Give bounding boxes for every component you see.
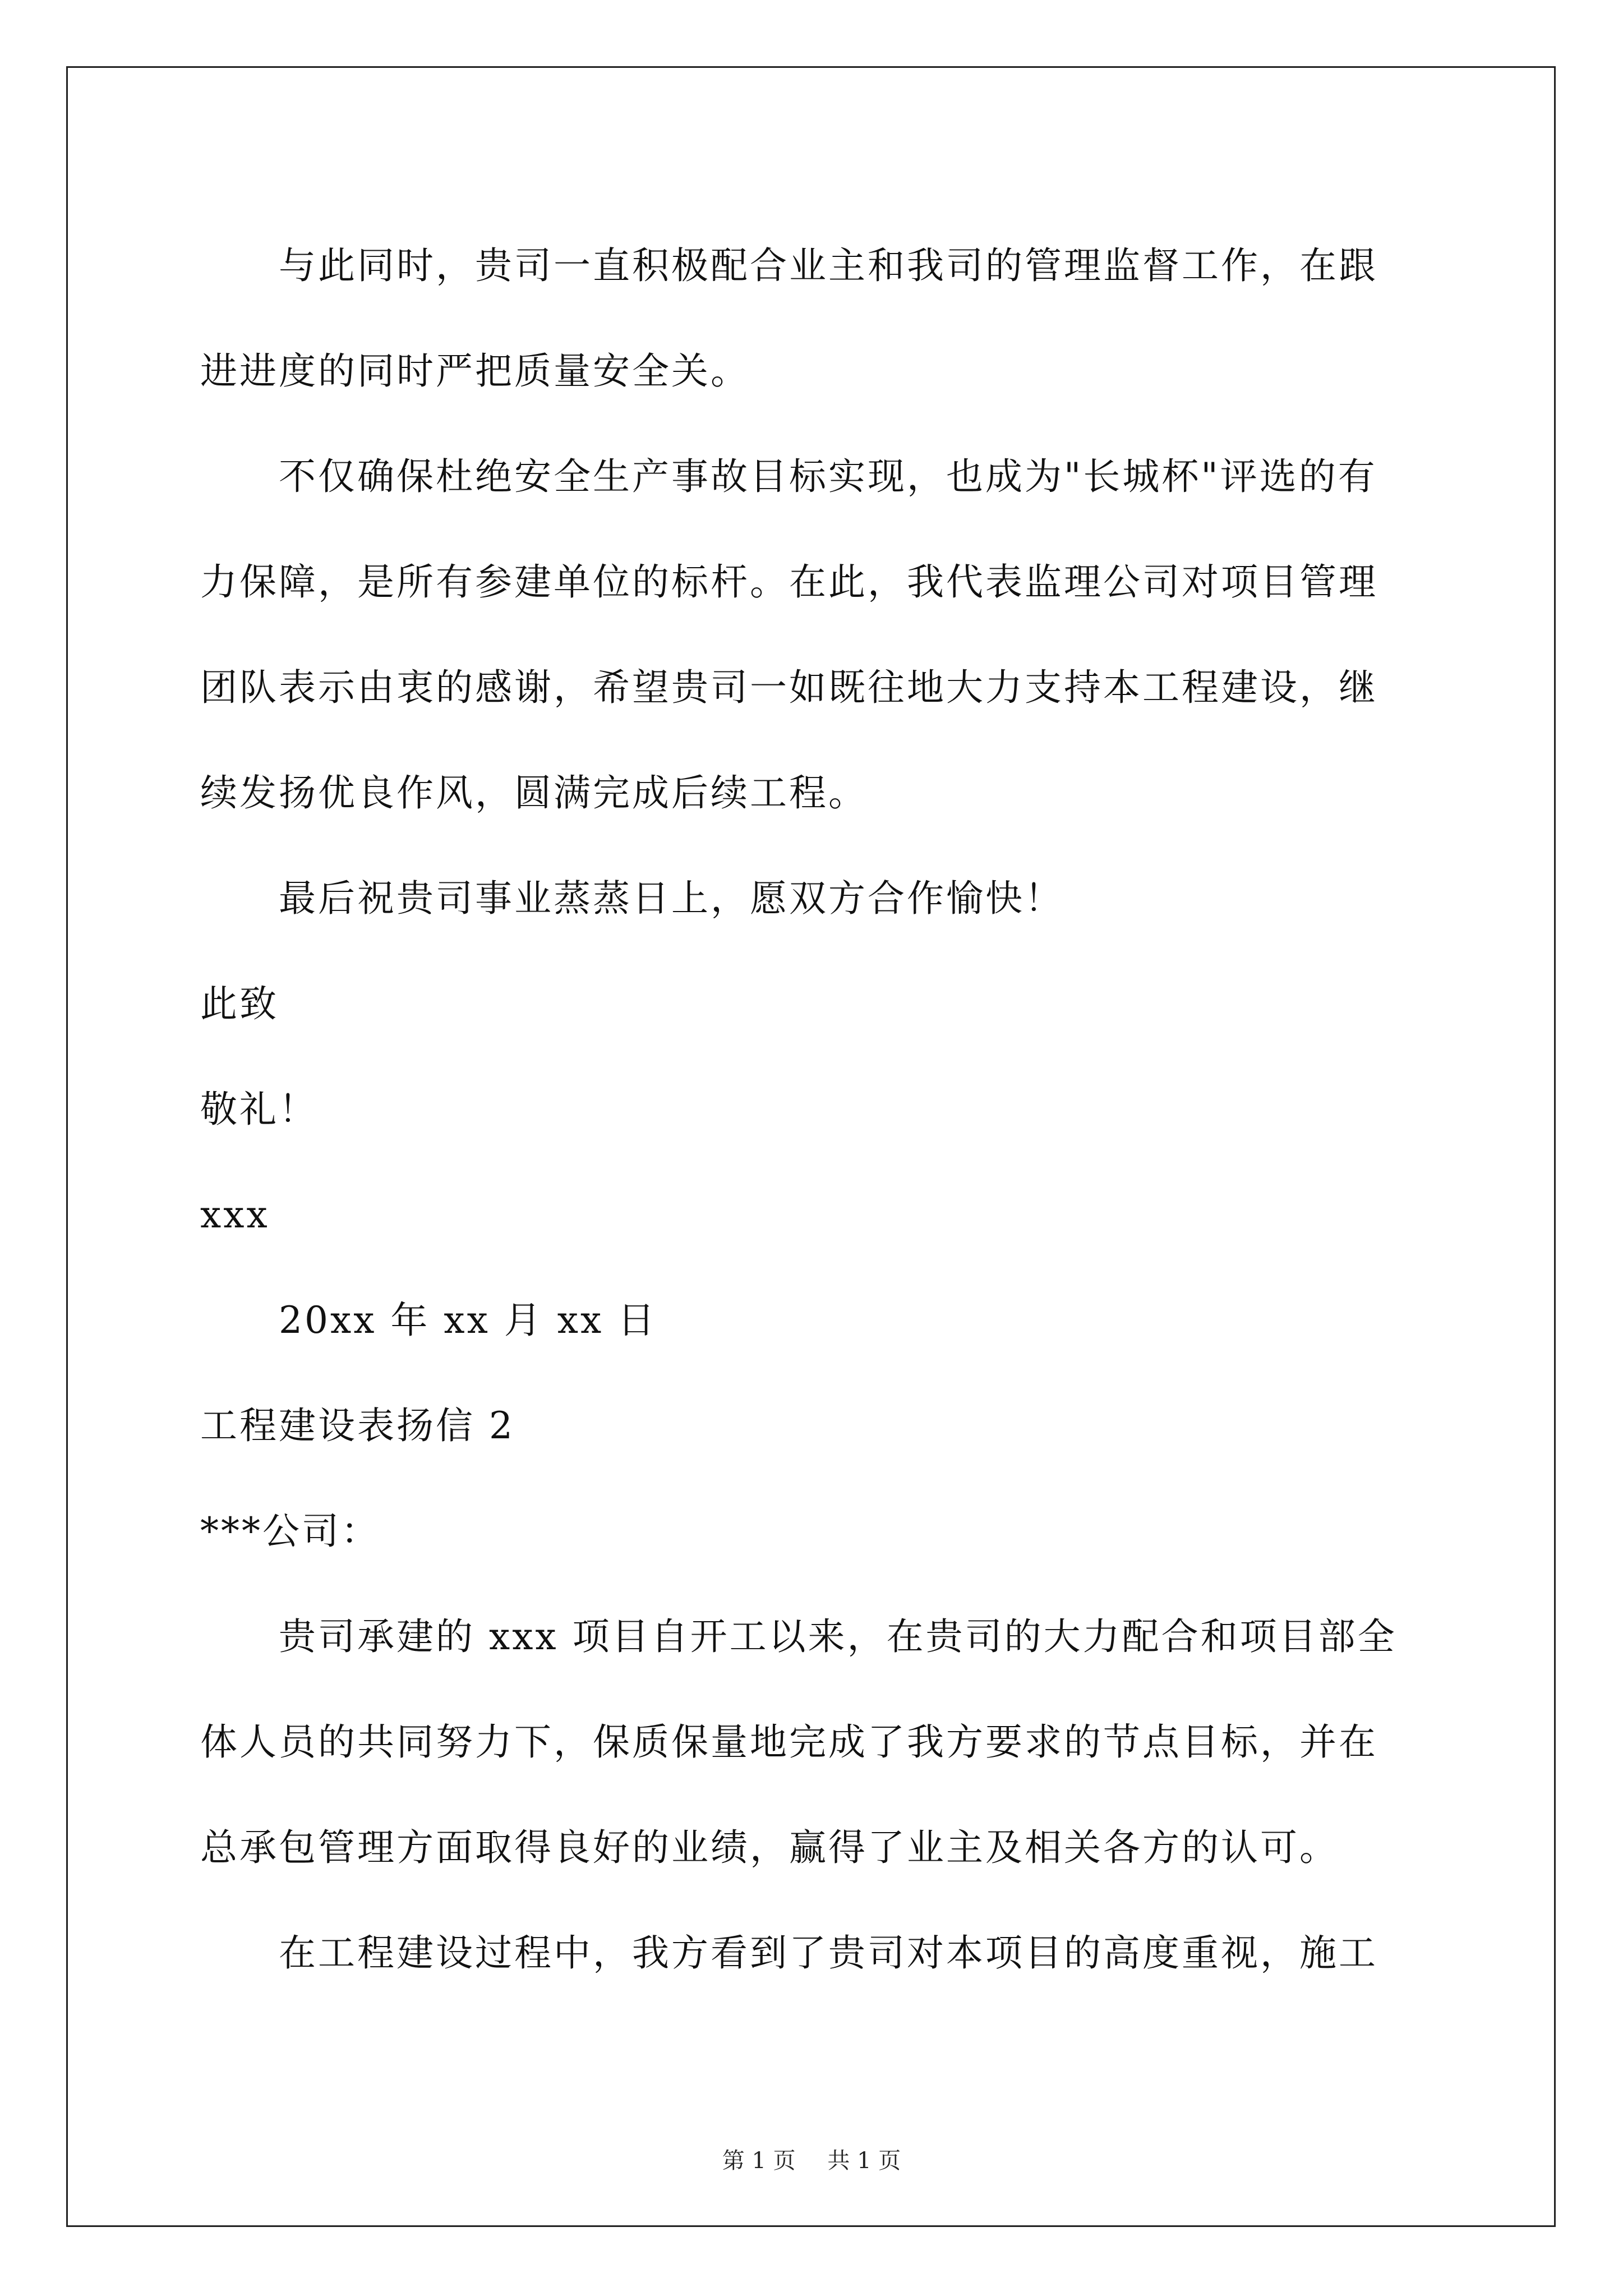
signature: xxx	[200, 1193, 270, 1236]
document-body	[200, 213, 1428, 2006]
paragraph-line: 团队表示由衷的感谢，希望贵司一如既往地大力支持本工程建设，继	[200, 666, 1378, 709]
page-total: 共 1 页	[827, 2148, 901, 2174]
page-number: 第 1 页	[722, 2148, 796, 2174]
letter-date: 20xx 年 xx 月 xx 日	[279, 1299, 657, 1342]
paragraph-line: 力保障，是所有参建单位的标杆。在此，我代表监理公司对项目管理	[200, 560, 1378, 604]
paragraph-line: 不仅确保杜绝安全生产事故目标实现，也成为"长城杯"评选的有	[279, 455, 1377, 498]
letter-heading: 工程建设表扬信 2	[200, 1404, 515, 1447]
paragraph-line: 总承包管理方面取得良好的业绩，赢得了业主及相关各方的认可。	[200, 1826, 1339, 1869]
paragraph-line: 最后祝贵司事业蒸蒸日上，愿双方合作愉快！	[279, 877, 1064, 920]
closing-greeting: 此致	[200, 982, 279, 1025]
page-footer	[0, 2143, 1623, 2175]
paragraph-line: 进进度的同时严把质量安全关。	[200, 349, 750, 393]
salutation: ***公司：	[200, 1510, 380, 1553]
paragraph-line: 续发扬优良作风，圆满完成后续工程。	[200, 771, 868, 815]
paragraph-line: 体人员的共同努力下，保质保量地完成了我方要求的节点目标，并在	[200, 1720, 1378, 1764]
closing-salute: 敬礼！	[200, 1088, 318, 1131]
paragraph-line: 贵司承建的 xxx 项目自开工以来，在贵司的大力配合和项目部全	[279, 1615, 1397, 1658]
paragraph-line: 在工程建设过程中，我方看到了贵司对本项目的高度重视，施工	[279, 1931, 1378, 1975]
paragraph-line: 与此同时，贵司一直积极配合业主和我司的管理监督工作，在跟	[279, 244, 1378, 287]
